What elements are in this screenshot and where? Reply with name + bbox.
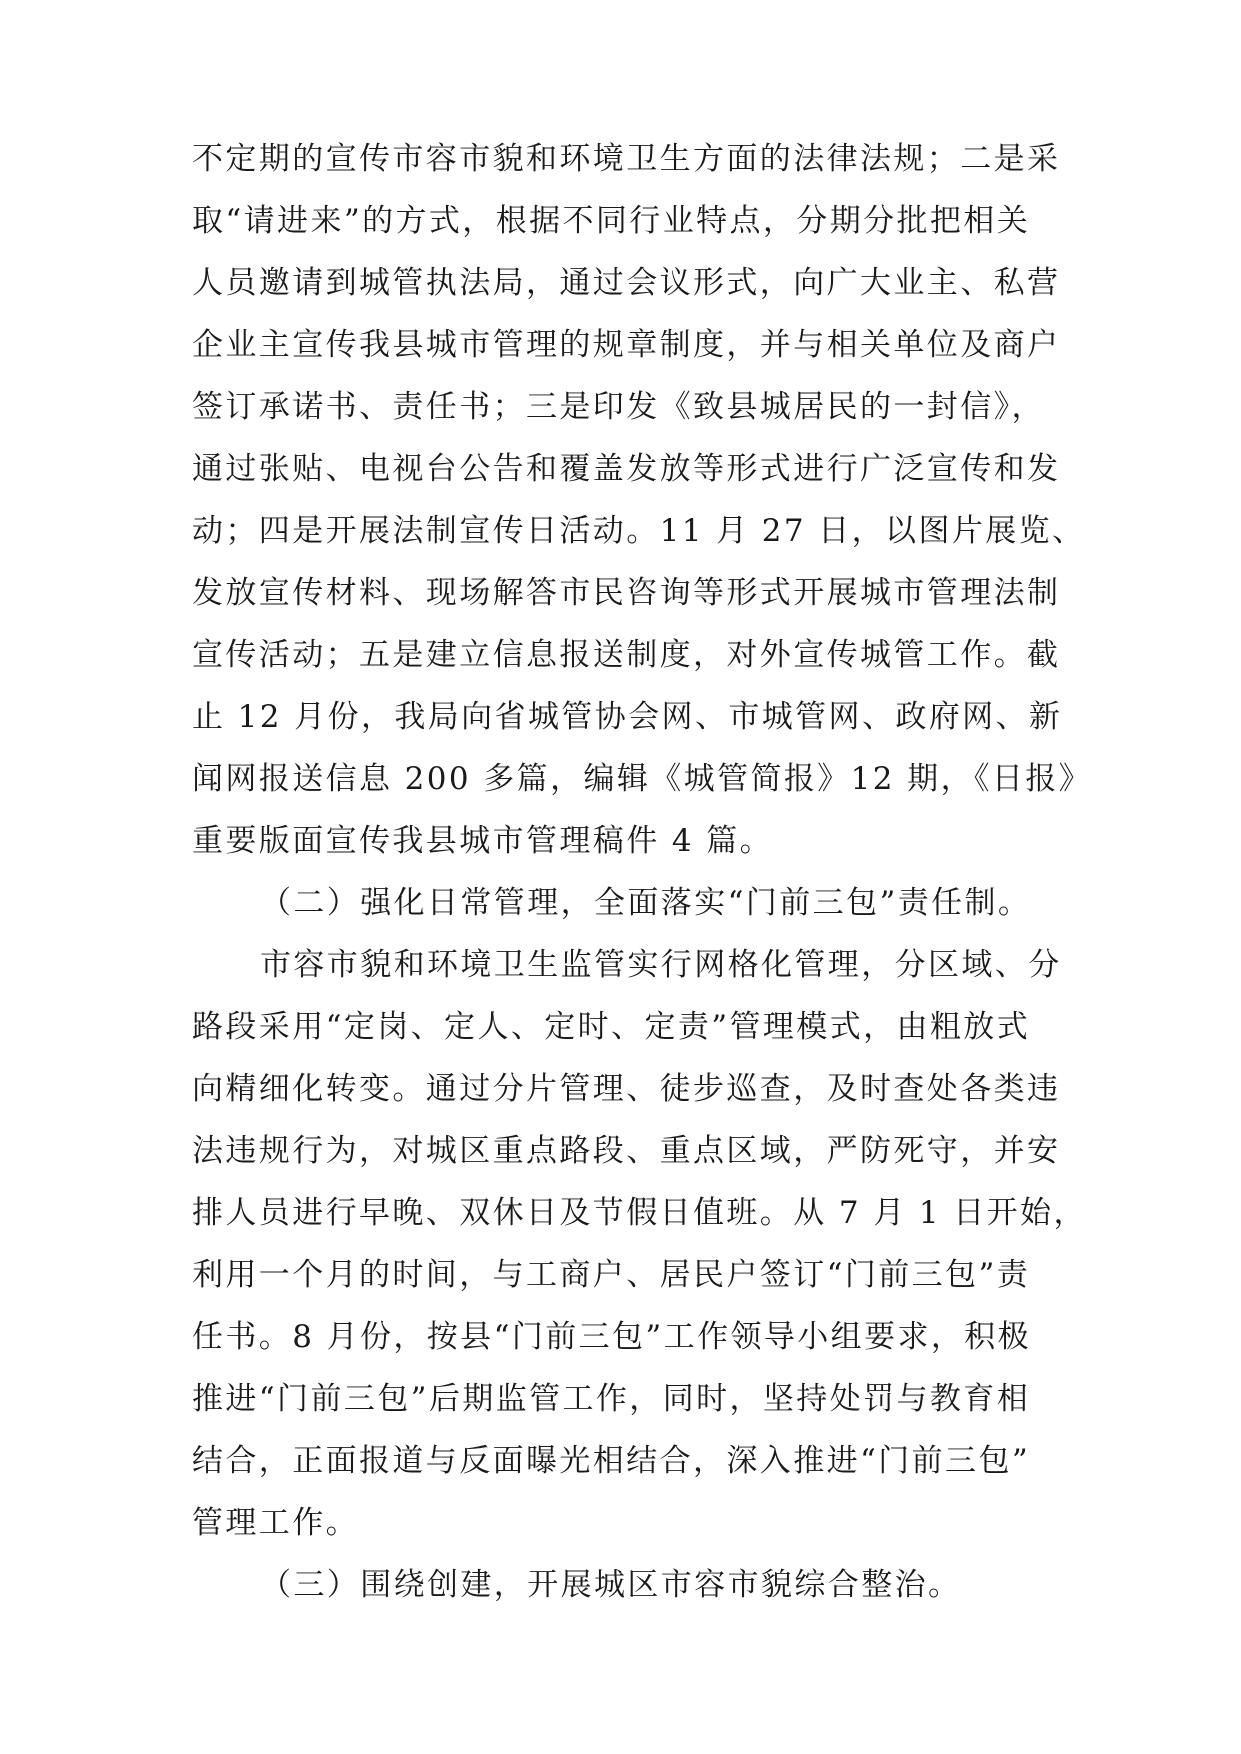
paragraph-line: 发放宣传材料、现场解答市民咨询等形式开展城市管理法制 xyxy=(192,575,1061,611)
paragraph-line: 结合，正面报道与反面曝光相结合，深入推进“门前三包” xyxy=(192,1443,1031,1479)
section-heading-3 xyxy=(192,1554,1062,1616)
paragraph-line: 任书。8 月份，按县“门前三包”工作领导小组要求，积极 xyxy=(192,1319,1032,1355)
paragraph-line: 签订承诺书、责任书；三是印发《致县城居民的一封信》， xyxy=(192,389,1045,425)
heading-text: （三）围绕创建，开展城区市容市貌综合整治。 xyxy=(260,1567,962,1603)
paragraph-line: 市容市貌和环境卫生监管实行网格化管理，分区域、分 xyxy=(260,947,1062,983)
paragraph-line: 法违规行为，对城区重点路段、重点区域，严防死守，并安 xyxy=(192,1133,1061,1169)
paragraph-line: 不定期的宣传市容市貌和环境卫生方面的法律法规；二是采 xyxy=(192,141,1061,177)
paragraph-line: 宣传活动；五是建立信息报送制度，对外宣传城管工作。截 xyxy=(192,637,1061,673)
paragraph-line: 企业主宣传我县城市管理的规章制度，并与相关单位及商户 xyxy=(192,327,1061,363)
paragraph-line: 路段采用“定岗、定人、定时、定责”管理模式，由粗放式 xyxy=(192,1009,1031,1045)
heading-text: （二）强化日常管理，全面落实“门前三包”责任制。 xyxy=(260,885,1032,921)
paragraph-publicity xyxy=(192,128,1093,872)
paragraph-line: 通过张贴、电视台公告和覆盖发放等形式进行广泛宣传和发 xyxy=(192,451,1061,487)
paragraph-line: 止 12 月份，我局向省城管协会网、市城管网、政府网、新 xyxy=(192,699,1063,735)
paragraph-line: 推进“门前三包”后期监管工作，同时，坚持处罚与教育相 xyxy=(192,1381,1031,1417)
paragraph-line: 利用一个月的时间，与工商户、居民户签订“门前三包”责 xyxy=(192,1257,1031,1293)
section-heading-2 xyxy=(192,872,1062,934)
paragraph-line: 闻网报送信息 200 多篇，编辑《城管简报》12 期，《日报》 xyxy=(192,761,1093,797)
paragraph-line: 向精细化转变。通过分片管理、徒步巡查，及时查处各类违 xyxy=(192,1071,1061,1107)
paragraph-daily-management xyxy=(192,934,1087,1554)
paragraph-line: 排人员进行早晚、双休日及节假日值班。从 7 月 1 日开始， xyxy=(192,1195,1087,1231)
paragraph-line: 管理工作。 xyxy=(192,1505,359,1541)
paragraph-line: 人员邀请到城管执法局，通过会议形式，向广大业主、私营 xyxy=(192,265,1061,301)
paragraph-line: 重要版面宣传我县城市管理稿件 4 篇。 xyxy=(192,823,774,859)
paragraph-line: 动；四是开展法制宣传日活动。11 月 27 日，以图片展览、 xyxy=(192,513,1086,549)
paragraph-line: 取“请进来”的方式，根据不同行业特点，分期分批把相关 xyxy=(192,203,1031,239)
